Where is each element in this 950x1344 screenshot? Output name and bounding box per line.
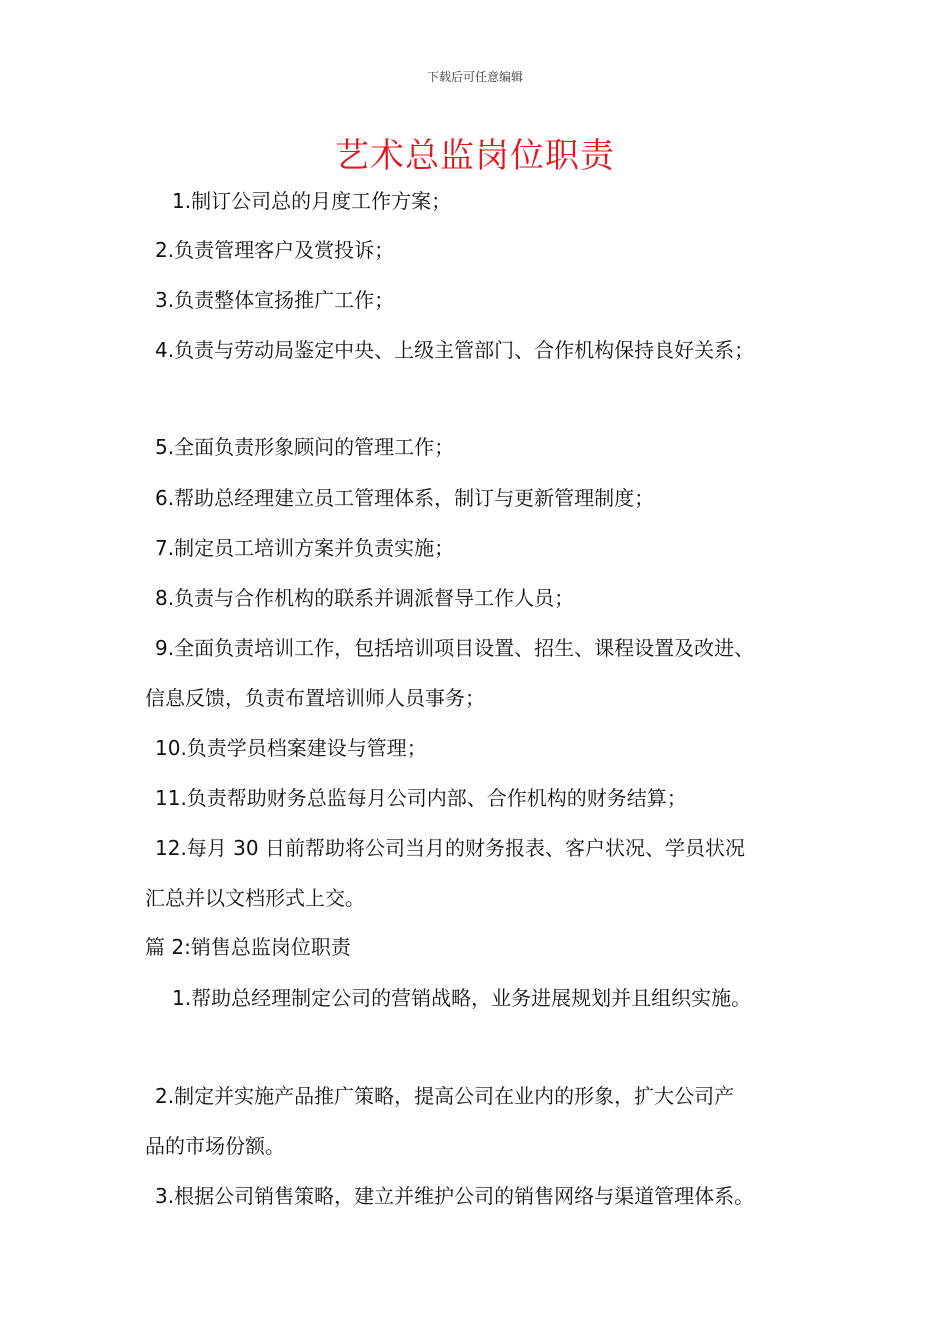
duty-line-7: 7.制定员工培训方案并负责实施； bbox=[155, 536, 455, 560]
sales-duty-line-3: 3.根据公司销售策略，建立并维护公司的销售网络与渠道管理体系。 bbox=[155, 1184, 755, 1208]
sales-duty-line-2-continued: 品的市场份额。 bbox=[145, 1134, 285, 1158]
sales-duty-line-2: 2.制定并实施产品推广策略，提高公司在业内的形象，扩大公司产 bbox=[155, 1084, 735, 1108]
duty-line-4: 4.负责与劳动局鉴定中央、上级主管部门、合作机构保持良好关系； bbox=[155, 338, 755, 362]
duty-line-2: 2.负责管理客户及赏投诉； bbox=[155, 238, 395, 262]
duty-line-1: 1.制订公司总的月度工作方案； bbox=[172, 189, 452, 213]
duty-line-10: 10.负责学员档案建设与管理； bbox=[155, 736, 427, 760]
duty-line-3: 3.负责整体宣扬推广工作； bbox=[155, 288, 395, 312]
document-title: 艺术总监岗位职责 bbox=[335, 136, 615, 176]
duty-line-8: 8.负责与合作机构的联系并调派督导工作人员； bbox=[155, 586, 575, 610]
duty-line-9-continued: 信息反馈，负责布置培训师人员事务； bbox=[145, 686, 485, 710]
duty-line-5: 5.全面负责形象顾问的管理工作； bbox=[155, 435, 455, 459]
sales-duty-line-1: 1.帮助总经理制定公司的营销战略，业务进展规划并且组织实施。 bbox=[172, 986, 752, 1010]
duty-line-11: 11.负责帮助财务总监每月公司内部、合作机构的财务结算； bbox=[155, 786, 687, 810]
page-header-note: 下载后可任意编辑 bbox=[426, 70, 523, 84]
duty-line-12: 12.每月 30 日前帮助将公司当月的财务报表、客户状况、学员状况 bbox=[155, 836, 745, 860]
section-heading-2: 篇 2:销售总监岗位职责 bbox=[145, 935, 351, 959]
duty-line-12-continued: 汇总并以文档形式上交。 bbox=[145, 886, 365, 910]
duty-line-6: 6.帮助总经理建立员工管理体系，制订与更新管理制度； bbox=[155, 486, 655, 510]
duty-line-9: 9.全面负责培训工作，包括培训项目设置、招生、课程设置及改进、 bbox=[155, 636, 755, 660]
